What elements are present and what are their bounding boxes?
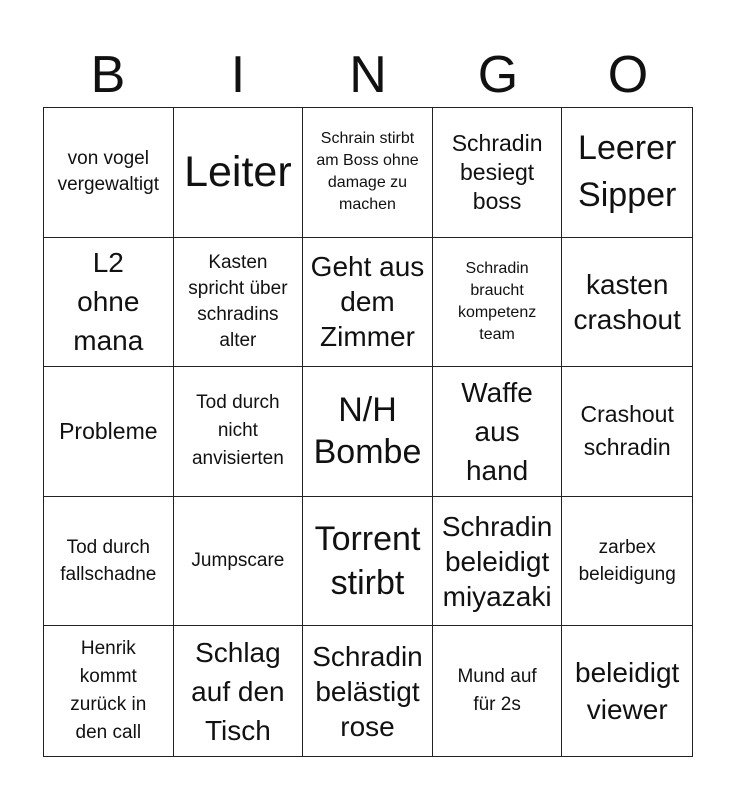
bingo-cell-label: Mund auf für 2s [457, 666, 537, 716]
bingo-cell-label: Jumpscare [191, 550, 285, 572]
bingo-cell-label: Schradin belästigt rose [312, 640, 423, 742]
bingo-cell-label: kasten crashout [573, 268, 681, 335]
bingo-cell-r2c3[interactable] [303, 238, 433, 368]
bingo-cell-r4c5[interactable] [562, 497, 692, 627]
bingo-cell-r2c1[interactable] [44, 238, 174, 368]
bingo-cell-r2c5[interactable] [562, 238, 692, 368]
bingo-cell-label: Schradin beleidigt miyazaki [441, 510, 553, 612]
bingo-cell-label: Kasten spricht über schradins alter [188, 251, 288, 351]
bingo-cell-r1c4[interactable] [433, 108, 563, 238]
bingo-cell-r3c2[interactable] [174, 367, 304, 497]
bingo-header [43, 42, 693, 108]
bingo-cell-label: Geht aus dem Zimmer [310, 251, 425, 353]
bingo-cell-label: Schlag auf den Tisch [191, 636, 285, 746]
bingo-cell-label: Probleme [59, 417, 158, 444]
bingo-cell-label: Torrent stirbt [314, 520, 421, 603]
bingo-cell-label: von vogel vergewaltigt [57, 148, 159, 196]
bingo-cell-r2c4[interactable] [433, 238, 563, 368]
bingo-cell-r5c3[interactable] [303, 626, 433, 756]
bingo-cell-r4c1[interactable] [44, 497, 174, 627]
bingo-cell-label: Leiter [184, 148, 292, 197]
bingo-cell-label: beleidigt viewer [575, 657, 680, 726]
bingo-cell-label: Leerer Sipper [578, 129, 677, 215]
bingo-cell-label: Waffe aus hand [461, 376, 533, 486]
bingo-cell-r2c2[interactable] [174, 238, 304, 368]
header-letter-g: G [477, 46, 519, 104]
bingo-cell-label: zarbex beleidigung [578, 537, 676, 586]
bingo-cell-label: Henrik kommt zurück in den call [70, 638, 147, 744]
bingo-cell-r1c2[interactable] [174, 108, 304, 238]
bingo-cell-label: L2 ohne mana [73, 247, 144, 357]
bingo-cell-label: Schradin besiegt boss [451, 129, 543, 214]
header-letter-o: O [607, 46, 649, 104]
bingo-cell-r1c1[interactable] [44, 108, 174, 238]
bingo-cell-r4c2[interactable] [174, 497, 304, 627]
bingo-cell-r3c3[interactable] [303, 367, 433, 497]
bingo-cell-r5c4[interactable] [433, 626, 563, 756]
bingo-cell-r5c1[interactable] [44, 626, 174, 756]
header-letter-b: B [90, 46, 126, 104]
bingo-cell-label: Schrain stirbt am Boss ohne damage zu machen [316, 130, 419, 214]
bingo-cell-r5c5[interactable] [562, 626, 692, 756]
bingo-cell-r1c3[interactable] [303, 108, 433, 238]
bingo-cell-label: Tod durch fallschadne [60, 537, 157, 586]
bingo-cell-label: N/H Bombe [313, 391, 422, 472]
bingo-cell-label: Tod durch nicht anvisierten [191, 392, 284, 470]
bingo-cell-r1c5[interactable] [562, 108, 692, 238]
bingo-cell-r3c1[interactable] [44, 367, 174, 497]
bingo-cell-r4c4[interactable] [433, 497, 563, 627]
bingo-cell-r3c4[interactable] [433, 367, 563, 497]
header-letter-i: I [230, 46, 246, 104]
bingo-cell-label: Crashout schradin [580, 401, 674, 461]
bingo-cell-r3c5[interactable] [562, 367, 692, 497]
bingo-board [43, 107, 693, 757]
bingo-cell-label: Schradin braucht kompetenz team [457, 259, 537, 343]
bingo-cell-r5c2[interactable] [174, 626, 304, 756]
bingo-cell-r4c3[interactable] [303, 497, 433, 627]
header-letter-n: N [349, 46, 387, 104]
